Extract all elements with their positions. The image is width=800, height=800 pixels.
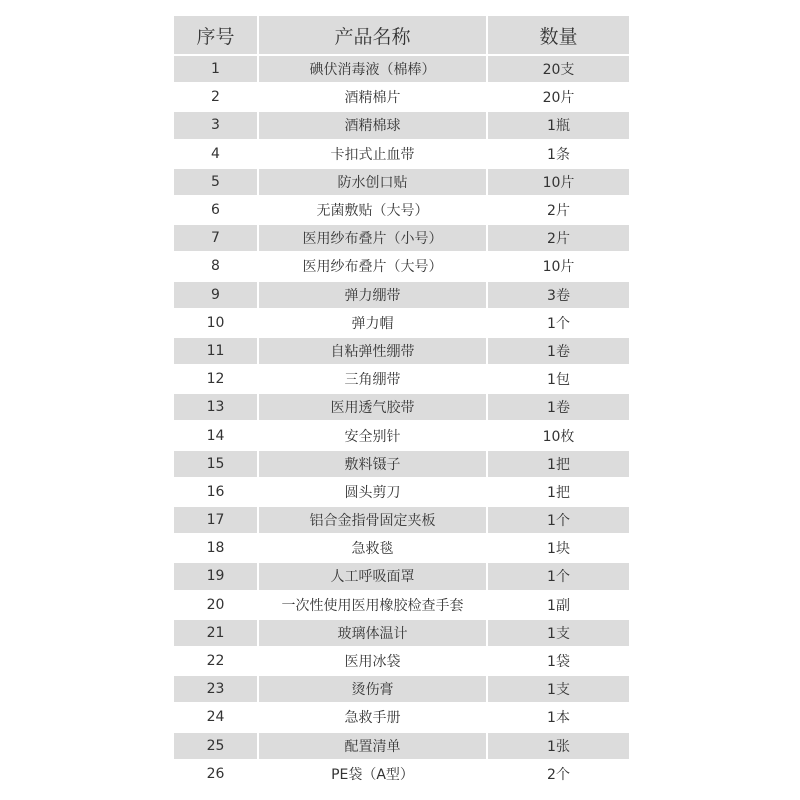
cell-quantity: 1本: [488, 704, 629, 732]
cell-index: 26: [174, 761, 257, 789]
cell-index: 5: [174, 169, 257, 197]
cell-product-name: 自粘弹性绷带: [259, 338, 486, 366]
cell-quantity: 2片: [488, 197, 629, 225]
header-index: 序号: [174, 16, 257, 56]
cell-quantity: 1支: [488, 676, 629, 704]
cell-product-name: 烫伤膏: [259, 676, 486, 704]
cell-product-name: 一次性使用医用橡胶检查手套: [259, 592, 486, 620]
cell-product-name: 安全别针: [259, 422, 486, 450]
cell-product-name: 急救手册: [259, 704, 486, 732]
cell-index: 25: [174, 733, 257, 761]
cell-quantity: 2片: [488, 225, 629, 253]
cell-index: 13: [174, 394, 257, 422]
cell-quantity: 1块: [488, 535, 629, 563]
cell-quantity: 1条: [488, 141, 629, 169]
cell-quantity: 1张: [488, 733, 629, 761]
cell-product-name: 弹力绷带: [259, 282, 486, 310]
header-quantity: 数量: [488, 16, 629, 56]
table-row: [174, 451, 629, 479]
table-row: [174, 620, 629, 648]
table-row: [174, 676, 629, 704]
cell-index: 8: [174, 253, 257, 281]
cell-product-name: 医用纱布叠片（小号）: [259, 225, 486, 253]
cell-quantity: 1个: [488, 310, 629, 338]
cell-index: 24: [174, 704, 257, 732]
cell-index: 17: [174, 507, 257, 535]
cell-quantity: 10枚: [488, 422, 629, 450]
cell-index: 11: [174, 338, 257, 366]
header-row: [174, 16, 629, 56]
cell-quantity: 1袋: [488, 648, 629, 676]
cell-product-name: 酒精棉片: [259, 84, 486, 112]
cell-quantity: 1瓶: [488, 112, 629, 140]
table-row: [174, 507, 629, 535]
product-table: [172, 16, 631, 789]
cell-product-name: 人工呼吸面罩: [259, 563, 486, 591]
table-row: [174, 366, 629, 394]
cell-quantity: 1个: [488, 563, 629, 591]
table-row: [174, 648, 629, 676]
table-row: [174, 479, 629, 507]
cell-index: 15: [174, 451, 257, 479]
cell-index: 19: [174, 563, 257, 591]
cell-quantity: 1支: [488, 620, 629, 648]
cell-product-name: 无菌敷贴（大号）: [259, 197, 486, 225]
cell-index: 10: [174, 310, 257, 338]
cell-quantity: 1个: [488, 507, 629, 535]
cell-product-name: 防水创口贴: [259, 169, 486, 197]
cell-product-name: 配置清单: [259, 733, 486, 761]
cell-index: 1: [174, 56, 257, 84]
table-row: [174, 141, 629, 169]
cell-quantity: 10片: [488, 169, 629, 197]
cell-product-name: 医用透气胶带: [259, 394, 486, 422]
cell-index: 3: [174, 112, 257, 140]
table-row: [174, 592, 629, 620]
cell-quantity: 1卷: [488, 394, 629, 422]
table-row: [174, 563, 629, 591]
table-row: [174, 169, 629, 197]
cell-quantity: 10片: [488, 253, 629, 281]
table-row: [174, 535, 629, 563]
cell-product-name: 卡扣式止血带: [259, 141, 486, 169]
cell-index: 23: [174, 676, 257, 704]
cell-quantity: 20片: [488, 84, 629, 112]
table-row: [174, 338, 629, 366]
table-row: [174, 225, 629, 253]
cell-product-name: 圆头剪刀: [259, 479, 486, 507]
cell-index: 7: [174, 225, 257, 253]
product-table-container: [172, 16, 627, 789]
cell-product-name: 急救毯: [259, 535, 486, 563]
table-row: [174, 282, 629, 310]
cell-quantity: 1卷: [488, 338, 629, 366]
table-row: [174, 253, 629, 281]
table-row: [174, 422, 629, 450]
cell-index: 22: [174, 648, 257, 676]
cell-index: 16: [174, 479, 257, 507]
cell-index: 14: [174, 422, 257, 450]
cell-index: 21: [174, 620, 257, 648]
table-row: [174, 761, 629, 789]
cell-product-name: 医用冰袋: [259, 648, 486, 676]
table-row: [174, 84, 629, 112]
table-header: [174, 16, 629, 56]
cell-product-name: PE袋（A型）: [259, 761, 486, 789]
cell-product-name: 碘伏消毒液（棉棒）: [259, 56, 486, 84]
cell-index: 18: [174, 535, 257, 563]
cell-quantity: 1副: [488, 592, 629, 620]
cell-index: 9: [174, 282, 257, 310]
table-row: [174, 394, 629, 422]
table-row: [174, 733, 629, 761]
table-row: [174, 112, 629, 140]
cell-index: 12: [174, 366, 257, 394]
table-row: [174, 310, 629, 338]
table-body: [174, 56, 629, 789]
cell-product-name: 玻璃体温计: [259, 620, 486, 648]
cell-quantity: 1把: [488, 479, 629, 507]
table-row: [174, 704, 629, 732]
cell-index: 6: [174, 197, 257, 225]
cell-product-name: 敷料镊子: [259, 451, 486, 479]
cell-product-name: 医用纱布叠片（大号）: [259, 253, 486, 281]
cell-index: 2: [174, 84, 257, 112]
cell-index: 20: [174, 592, 257, 620]
table-row: [174, 197, 629, 225]
cell-quantity: 2个: [488, 761, 629, 789]
cell-quantity: 20支: [488, 56, 629, 84]
cell-quantity: 3卷: [488, 282, 629, 310]
cell-product-name: 弹力帽: [259, 310, 486, 338]
cell-product-name: 三角绷带: [259, 366, 486, 394]
table-row: [174, 56, 629, 84]
cell-quantity: 1把: [488, 451, 629, 479]
cell-product-name: 酒精棉球: [259, 112, 486, 140]
cell-index: 4: [174, 141, 257, 169]
cell-product-name: 铝合金指骨固定夹板: [259, 507, 486, 535]
header-product-name: 产品名称: [259, 16, 486, 56]
cell-quantity: 1包: [488, 366, 629, 394]
